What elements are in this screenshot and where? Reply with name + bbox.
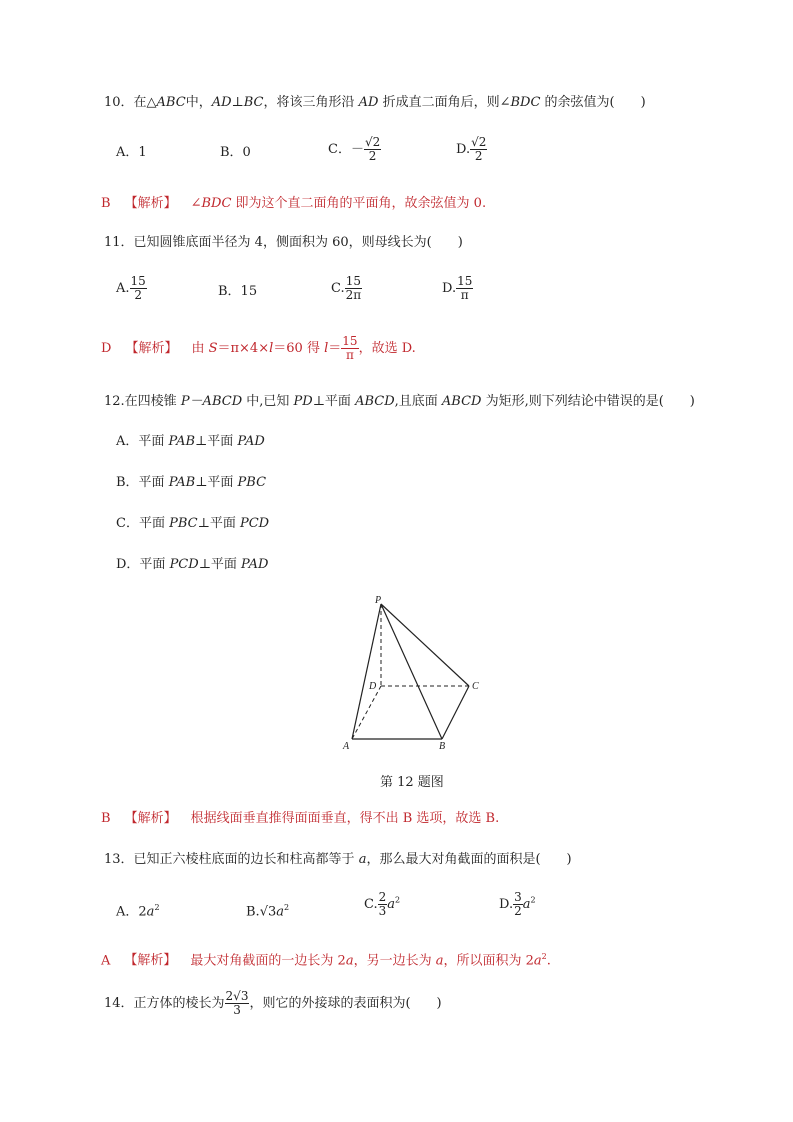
answer-letter: D — [101, 341, 112, 356]
fraction: $\frac{15}{2}$ — [130, 274, 146, 302]
vertex-label-p: P — [375, 595, 382, 606]
q11-option-a: A. $\frac{15}{2}$ — [116, 274, 146, 302]
analysis-tag: 【解析】 — [124, 811, 177, 826]
q11-option-c: C. $\frac{15}{2\pi}$ — [331, 274, 362, 302]
vertex-label-b: B — [439, 741, 446, 752]
q13-answer: A 【解析】 最大对角截面的一边长为 2a，另一边长为 a，所以面积为 $2a^2$. — [101, 952, 551, 969]
fraction: $\frac{√2}{2}$ — [471, 135, 487, 163]
vertex-label-c: C — [472, 681, 479, 692]
math-bdc: BDC — [510, 95, 541, 110]
fraction: $\frac{2}{3}$ — [378, 890, 387, 918]
edge-pa — [352, 604, 381, 739]
q10-stem: 10．在△ABC中，AD⊥BC，将该三角形沿 AD 折成直二面角后，则∠BDC 的余弦值为( ) — [104, 95, 646, 110]
q12-answer: B 【解析】 根据线面垂直推得面面垂直，得不出 B 选项，故选 B. — [101, 811, 500, 826]
q10-option-a: A．1 — [116, 145, 147, 160]
q12-option-d: D．平面 PCD⊥平面 PAD — [116, 557, 269, 572]
q13-option-b: $B.√3a^2$ — [246, 903, 290, 920]
analysis-tag: 【解析】 — [125, 341, 178, 356]
q11-option-d: D. $\frac{15}{\pi}$ — [442, 274, 473, 302]
vertex-label-d: D — [369, 681, 377, 692]
q14-stem: 14．正方体的棱长为 $\frac{2√3}{3}$ ，则它的外接球的表面积为( ) — [104, 989, 442, 1017]
q12-option-a: A．平面 PAB⊥平面 PAD — [116, 434, 265, 449]
q13-option-d: D. $\frac{3}{2}$ $a^2$ — [499, 890, 536, 918]
q13-option-c: C. $\frac{2}{3}$ $a^2$ — [364, 890, 401, 918]
q11-stem: 11．已知圆锥底面半径为 4，侧面积为 60，则母线长为( ) — [104, 235, 463, 250]
q13-stem: 13．已知正六棱柱底面的边长和柱高都等于 a，那么最大对角截面的面积是( ) — [104, 852, 572, 867]
q10-option-b: B．0 — [220, 145, 251, 160]
pyramid-figure — [335, 592, 495, 754]
math-bc: BC — [243, 95, 264, 110]
edge-da — [352, 686, 381, 739]
q10-option-c: C．－ $\frac{√2}{2}$ — [328, 135, 381, 163]
math-abc: ABC — [156, 95, 186, 110]
edge-pc — [381, 604, 469, 686]
answer-letter: B — [101, 196, 111, 211]
fraction: $\frac{15}{\pi}$ — [457, 274, 473, 302]
q12-stem: 12.在四棱锥 P－ABCD 中,已知 PD⊥平面 ABCD,且底面 ABCD 为矩形,则下列结论中错误的是( ) — [104, 394, 695, 409]
q11-option-b: B．15 — [218, 284, 258, 299]
q11-answer: D 【解析】 由 S＝π×4×l＝60 得 l＝ $\frac{15}{\pi}$ ，故选 D. — [101, 334, 416, 362]
math-ad: AD — [211, 95, 232, 110]
answer-letter: B — [101, 811, 111, 826]
edge-bc — [442, 686, 469, 739]
q10-option-d: D. $\frac{√2}{2}$ — [456, 135, 487, 163]
fraction: $\frac{15}{2\pi}$ — [345, 274, 362, 302]
edge-pb — [381, 604, 442, 739]
figure-caption: 第 12 题图 — [380, 775, 444, 790]
fraction: $\frac{√2}{2}$ — [364, 135, 381, 163]
q12-option-b: B．平面 PAB⊥平面 PBC — [116, 475, 267, 490]
analysis-tag: 【解析】 — [124, 196, 177, 211]
q10-answer: B 【解析】 ∠BDC 即为这个直二面角的平面角，故余弦值为 0. — [101, 196, 487, 211]
analysis-tag: 【解析】 — [124, 953, 177, 969]
q13-option-a: A．$2a^2$ — [116, 903, 160, 920]
math-ad: AD — [358, 95, 379, 110]
fraction: $\frac{15}{\pi}$ — [342, 334, 358, 362]
q12-option-c: C．平面 PBC⊥平面 PCD — [116, 516, 270, 531]
answer-letter: A — [101, 953, 111, 969]
fraction: $\frac{2√3}{3}$ — [225, 989, 249, 1017]
fraction: $\frac{3}{2}$ — [514, 890, 522, 918]
vertex-label-a: A — [343, 741, 350, 752]
